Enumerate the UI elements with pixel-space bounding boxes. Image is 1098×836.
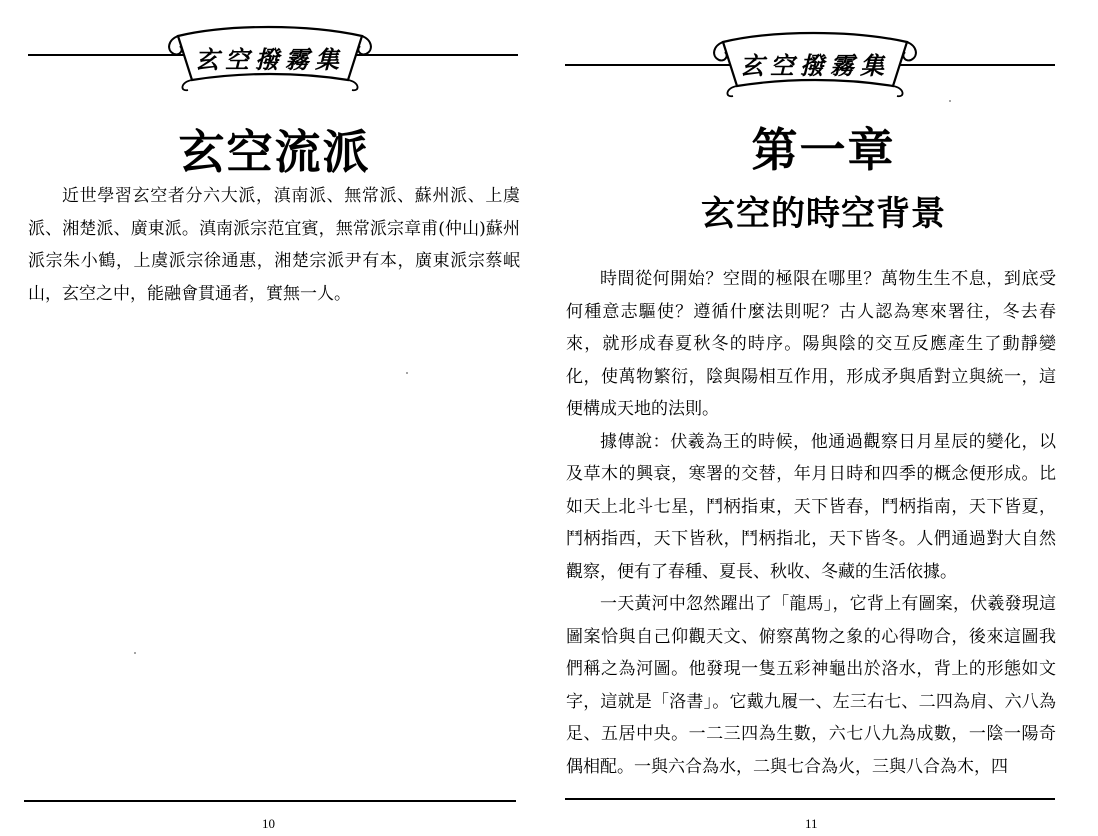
book-title: 玄空撥霧集 [195,45,345,74]
chapter-heading: 第一章 [751,123,896,177]
book-title: 玄空撥霧集 [740,51,890,80]
footer-rule [565,798,1055,800]
paragraph: 一天黃河中忽然躍出了「龍馬」，它背上有圖案，伏羲發現這圖案恰與自己仰觀天文、俯察萬物之象的心得吻合，後來這圖我們稱之為河圖。他發現一隻五彩神龜出於洛水，背上的形態如文字，這就是「洛書」。它戴九履一、左三右七、二四為肩、六八為足、五居中央。一二三四為生數，六七八九為成數，一陰一陽奇偶相配。一與六合為水，二與七合為火，三與八合為木，四 [566,594,1056,777]
footer-rule [24,800,516,802]
chapter-title: 玄空的時空背景 [701,194,946,234]
paragraph: 據傳說：伏羲為王的時候，他通過觀察日月星辰的變化，以及草木的興衰，寒署的交替，年月日時和四季的概念便形成。比如天上北斗七星，鬥柄指東，天下皆春，鬥柄指南，天下皆夏，鬥柄指西，天下皆秋，鬥柄指北，天下皆冬。人們通過對大自然觀察，便有了春種、夏長、秋收、冬藏的生活依據。 [566,431,1056,582]
right-body-text [566,263,1056,783]
paragraph: 時間從何開始？空間的極限在哪里？萬物生生不息，到底受何種意志驅使？遵循什麼法則呢？古人認為寒來署往，冬去春來，就形成春夏秋冬的時序。陽與陰的交互反應產生了動靜變化，使萬物繁衍，陰與陽相互作用，形成矛與盾對立與統一，這便構成天地的法則。 [566,269,1056,419]
scan-speck [406,372,408,374]
scan-speck [134,652,136,654]
scan-speck [949,100,951,102]
right-page [549,0,1098,836]
header-banner [703,26,927,98]
page-title: 玄空流派 [178,125,371,179]
page-number: 11 [805,816,818,831]
header-banner [158,20,382,92]
paragraph: 近世學習玄空者分六大派，滇南派、無常派、蘇州派、上虞派、湘楚派、廣東派。滇南派宗范宜賓，無常派宗章甫(仲山)蘇州派宗朱小鶴，上虞派宗徐通惠，湘楚宗派尹有本，廣東派宗蔡岷山，玄空之中，能融會貫通者，實無一人。 [28,186,520,304]
left-body-text [28,180,520,310]
page-number: 10 [262,816,275,831]
